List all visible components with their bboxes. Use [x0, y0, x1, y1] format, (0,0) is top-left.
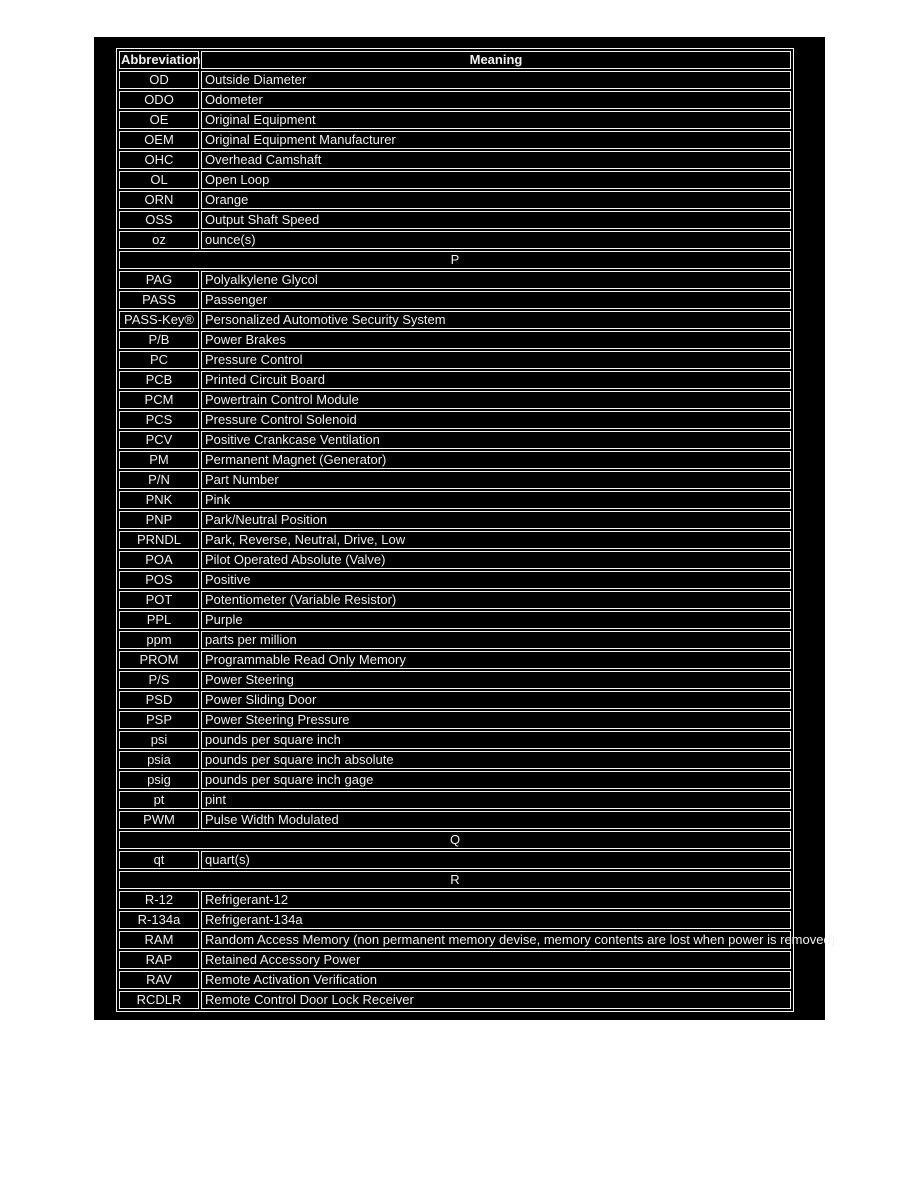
abbreviation-cell: ppm [119, 631, 199, 649]
table-row [119, 571, 791, 589]
table-row [119, 651, 791, 669]
meaning-cell: Pink [201, 491, 791, 509]
table-row [119, 311, 791, 329]
meaning-cell: Retained Accessory Power [201, 951, 791, 969]
table-row [119, 751, 791, 769]
meaning-cell: Original Equipment [201, 111, 791, 129]
table-row [119, 151, 791, 169]
abbreviation-cell: PROM [119, 651, 199, 669]
meaning-cell: Power Steering [201, 671, 791, 689]
abbreviation-cell: ORN [119, 191, 199, 209]
table-row [119, 591, 791, 609]
abbreviation-cell: PSD [119, 691, 199, 709]
table-row [119, 731, 791, 749]
meaning-cell: Orange [201, 191, 791, 209]
meaning-cell: Personalized Automotive Security System [201, 311, 791, 329]
abbreviation-table [116, 48, 836, 1012]
meaning-cell: parts per million [201, 631, 791, 649]
meaning-cell: Printed Circuit Board [201, 371, 791, 389]
abbreviation-cell: R-134a [119, 911, 199, 929]
table-row [119, 131, 791, 149]
meaning-cell: Passenger [201, 291, 791, 309]
abbreviation-cell: psia [119, 751, 199, 769]
abbreviation-cell: PM [119, 451, 199, 469]
table-row [119, 411, 791, 429]
section-divider-row [119, 251, 791, 269]
abbreviation-cell: oz [119, 231, 199, 249]
table-row [119, 851, 791, 869]
abbreviation-cell: OD [119, 71, 199, 89]
meaning-cell: Refrigerant-12 [201, 891, 791, 909]
abbreviation-cell: OSS [119, 211, 199, 229]
table-row [119, 691, 791, 709]
abbreviation-cell: RAM [119, 931, 199, 949]
abbreviation-cell: PASS-Key® [119, 311, 199, 329]
meaning-cell: Park/Neutral Position [201, 511, 791, 529]
meaning-cell: Part Number [201, 471, 791, 489]
abbreviation-cell: pt [119, 791, 199, 809]
table-row [119, 351, 791, 369]
abbreviation-cell: RCDLR [119, 991, 199, 1009]
table-row [119, 71, 791, 89]
table-row [119, 491, 791, 509]
meaning-cell: Potentiometer (Variable Resistor) [201, 591, 791, 609]
abbreviation-cell: PC [119, 351, 199, 369]
meaning-cell: Pulse Width Modulated [201, 811, 791, 829]
abbreviation-cell: PWM [119, 811, 199, 829]
abbreviation-cell: PCM [119, 391, 199, 409]
table-row [119, 611, 791, 629]
abbreviation-cell: PASS [119, 291, 199, 309]
abbreviation-cell: RAP [119, 951, 199, 969]
meaning-cell: Refrigerant-134a [201, 911, 791, 929]
abbreviation-cell: OE [119, 111, 199, 129]
abbreviation-cell: psi [119, 731, 199, 749]
abbreviation-cell: P/S [119, 671, 199, 689]
meaning-cell: Pressure Control Solenoid [201, 411, 791, 429]
abbreviation-cell: OEM [119, 131, 199, 149]
abbreviation-cell: R-12 [119, 891, 199, 909]
meaning-cell: Odometer [201, 91, 791, 109]
meaning-cell: Positive Crankcase Ventilation [201, 431, 791, 449]
meaning-cell: pounds per square inch absolute [201, 751, 791, 769]
table-row [119, 471, 791, 489]
table-row [119, 171, 791, 189]
table-row [119, 111, 791, 129]
table-row [119, 391, 791, 409]
table-body [119, 71, 836, 1009]
abbreviation-cell: qt [119, 851, 199, 869]
abbreviation-cell: PSP [119, 711, 199, 729]
meaning-cell: Power Sliding Door [201, 691, 791, 709]
table-row [119, 511, 791, 529]
table-row [119, 231, 791, 249]
abbreviation-cell: PNP [119, 511, 199, 529]
table-row [119, 211, 791, 229]
table-row [119, 771, 791, 789]
table-row [119, 91, 791, 109]
section-letter: P [119, 251, 791, 269]
meaning-cell: Positive [201, 571, 791, 589]
table-row [119, 931, 791, 949]
meaning-cell: Powertrain Control Module [201, 391, 791, 409]
table-row [119, 371, 791, 389]
abbreviation-cell: PCV [119, 431, 199, 449]
section-divider-row [119, 831, 791, 849]
abbreviation-cell: PAG [119, 271, 199, 289]
abbreviation-cell: PRNDL [119, 531, 199, 549]
table-row [119, 291, 791, 309]
abbreviation-cell: P/N [119, 471, 199, 489]
meaning-cell: Remote Activation Verification [201, 971, 791, 989]
meaning-cell: Pressure Control [201, 351, 791, 369]
abbreviation-cell: PNK [119, 491, 199, 509]
meaning-cell: Overhead Camshaft [201, 151, 791, 169]
meaning-cell: Open Loop [201, 171, 791, 189]
abbreviation-cell: PPL [119, 611, 199, 629]
abbreviation-cell: OHC [119, 151, 199, 169]
table-row [119, 631, 791, 649]
meaning-cell: Permanent Magnet (Generator) [201, 451, 791, 469]
meaning-cell: ounce(s) [201, 231, 791, 249]
meaning-cell: Power Steering Pressure [201, 711, 791, 729]
table-row [119, 891, 791, 909]
abbreviation-cell: OL [119, 171, 199, 189]
abbreviation-cell: PCB [119, 371, 199, 389]
table-row [119, 451, 791, 469]
meaning-cell: Original Equipment Manufacturer [201, 131, 791, 149]
abbreviation-cell: ODO [119, 91, 199, 109]
meaning-cell: pounds per square inch [201, 731, 791, 749]
meaning-cell: Park, Reverse, Neutral, Drive, Low [201, 531, 791, 549]
document-page-panel [94, 37, 836, 1020]
abbreviation-cell: PCS [119, 411, 199, 429]
meaning-cell: Output Shaft Speed [201, 211, 791, 229]
meaning-cell: quart(s) [201, 851, 791, 869]
table-row [119, 551, 791, 569]
meaning-cell: Remote Control Door Lock Receiver [201, 991, 791, 1009]
meaning-cell: pounds per square inch gage [201, 771, 791, 789]
table-row [119, 991, 791, 1009]
section-letter: Q [119, 831, 791, 849]
abbreviation-cell: POS [119, 571, 199, 589]
header-meaning: Meaning [201, 51, 791, 69]
table-row [119, 971, 791, 989]
header-abbreviation: Abbreviation [121, 52, 201, 67]
table-row [119, 911, 791, 929]
meaning-cell: Polyalkylene Glycol [201, 271, 791, 289]
section-letter: R [119, 871, 791, 889]
table-row [119, 951, 791, 969]
abbreviation-cell: POT [119, 591, 199, 609]
table-row [119, 811, 791, 829]
meaning-cell: Pilot Operated Absolute (Valve) [201, 551, 791, 569]
table-row [119, 331, 791, 349]
table-row [119, 711, 791, 729]
meaning-cell: pint [201, 791, 791, 809]
table-row [119, 191, 791, 209]
meaning-cell: Programmable Read Only Memory [201, 651, 791, 669]
abbreviation-cell: RAV [119, 971, 199, 989]
table-row [119, 671, 791, 689]
header-row [119, 51, 791, 69]
abbreviation-cell: psig [119, 771, 199, 789]
meaning-cell: Power Brakes [201, 331, 791, 349]
table-row [119, 431, 791, 449]
meaning-cell: Random Access Memory (non permanent memory devise, memory contents are lost when power is removed) [201, 931, 791, 949]
abbreviation-cell: P/B [119, 331, 199, 349]
table-row [119, 271, 791, 289]
table-row [119, 791, 791, 809]
section-divider-row [119, 871, 791, 889]
abbreviation-cell: POA [119, 551, 199, 569]
meaning-cell: Outside Diameter [201, 71, 791, 89]
table-row [119, 531, 791, 549]
meaning-cell: Purple [201, 611, 791, 629]
